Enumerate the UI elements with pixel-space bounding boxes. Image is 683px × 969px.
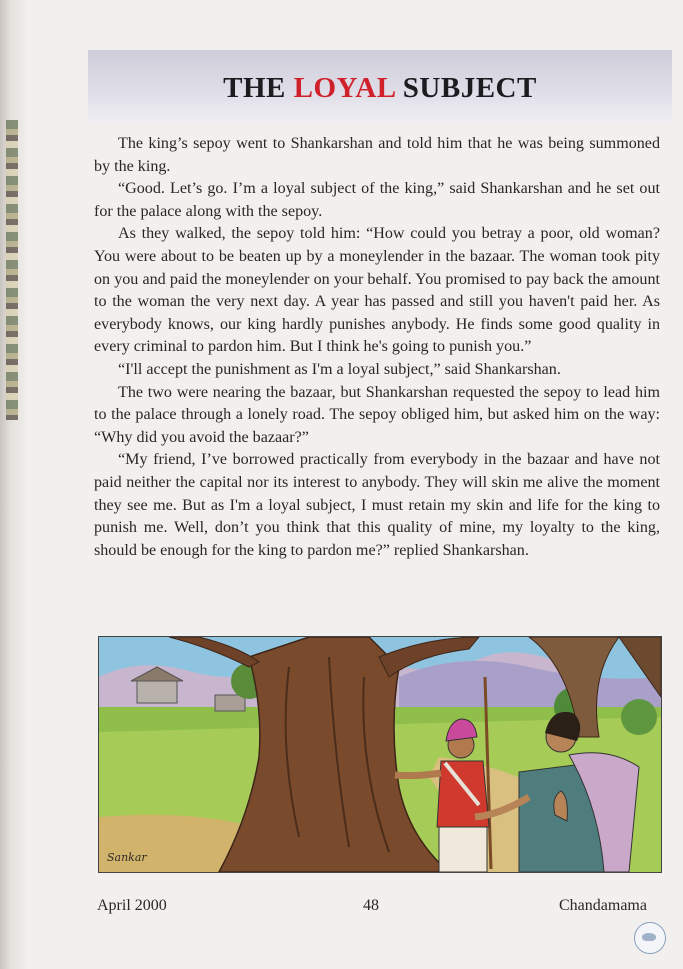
sepoy-arm (395, 773, 441, 776)
title-word-loyal: LOYAL (293, 72, 396, 104)
page-number: 48 (363, 897, 379, 914)
footer-date: April 2000 (97, 897, 167, 914)
paragraph: “Good. Let’s go. I’m a loyal subject of the king,” said Shankarshan and he set out for the palace along with the sepoy. (94, 180, 660, 220)
hut (137, 679, 177, 703)
title-word-the: THE (223, 72, 286, 104)
paragraph: As they walked, the sepoy told him: “How could you betray a poor, old woman? You were about to be beaten up by a moneylender in the bazaar. The woman took pity on you and paid the moneylender on your behalf. You promised to pay back the amount to the woman the very next day. A year has passed and still you haven't paid her. As everybody knows, our king hardly punishes anybody. He finds some good quality in every criminal to pardon him. But I think he's going to punish you.” (94, 225, 660, 356)
paragraph: “I'll accept the punishment as I'm a loyal subject,” said Shankarshan. (118, 360, 561, 378)
paragraph: “My friend, I’ve borrowed practically from everybody in the bazaar and have not paid neither the capital nor its interest to anybody. They will skin me alive the moment they see me. But as I'm a loyal subject, I must retain my skin and life for the king to punish me. Well, don’t you think that this quality of mine, my loyalty to the king, should be enough for the king to pardon me?” replied Shankarshan. (94, 451, 660, 559)
paragraph: The king’s sepoy went to Shankarshan and told him that he was being summoned by the king. (94, 135, 660, 175)
shed (215, 695, 245, 711)
story-text (94, 133, 660, 562)
story-illustration (98, 636, 662, 873)
page-title (88, 72, 672, 105)
title-word-subject: SUBJECT (402, 72, 537, 104)
illustration-scene (99, 637, 661, 872)
magazine-name: Chandamama (559, 897, 647, 914)
watermark-seal-icon (634, 922, 666, 954)
binding-edge (0, 0, 26, 969)
bush (621, 699, 657, 735)
sepoy-dhoti (439, 827, 487, 872)
binding-strip (6, 120, 18, 420)
artist-signature: Sankar (107, 851, 147, 864)
paragraph: The two were nearing the bazaar, but Shankarshan requested the sepoy to lead him to the palace through a lonely road. The sepoy obliged him, but asked him on the way: “Why did you avoid the bazaar?” (94, 383, 660, 446)
